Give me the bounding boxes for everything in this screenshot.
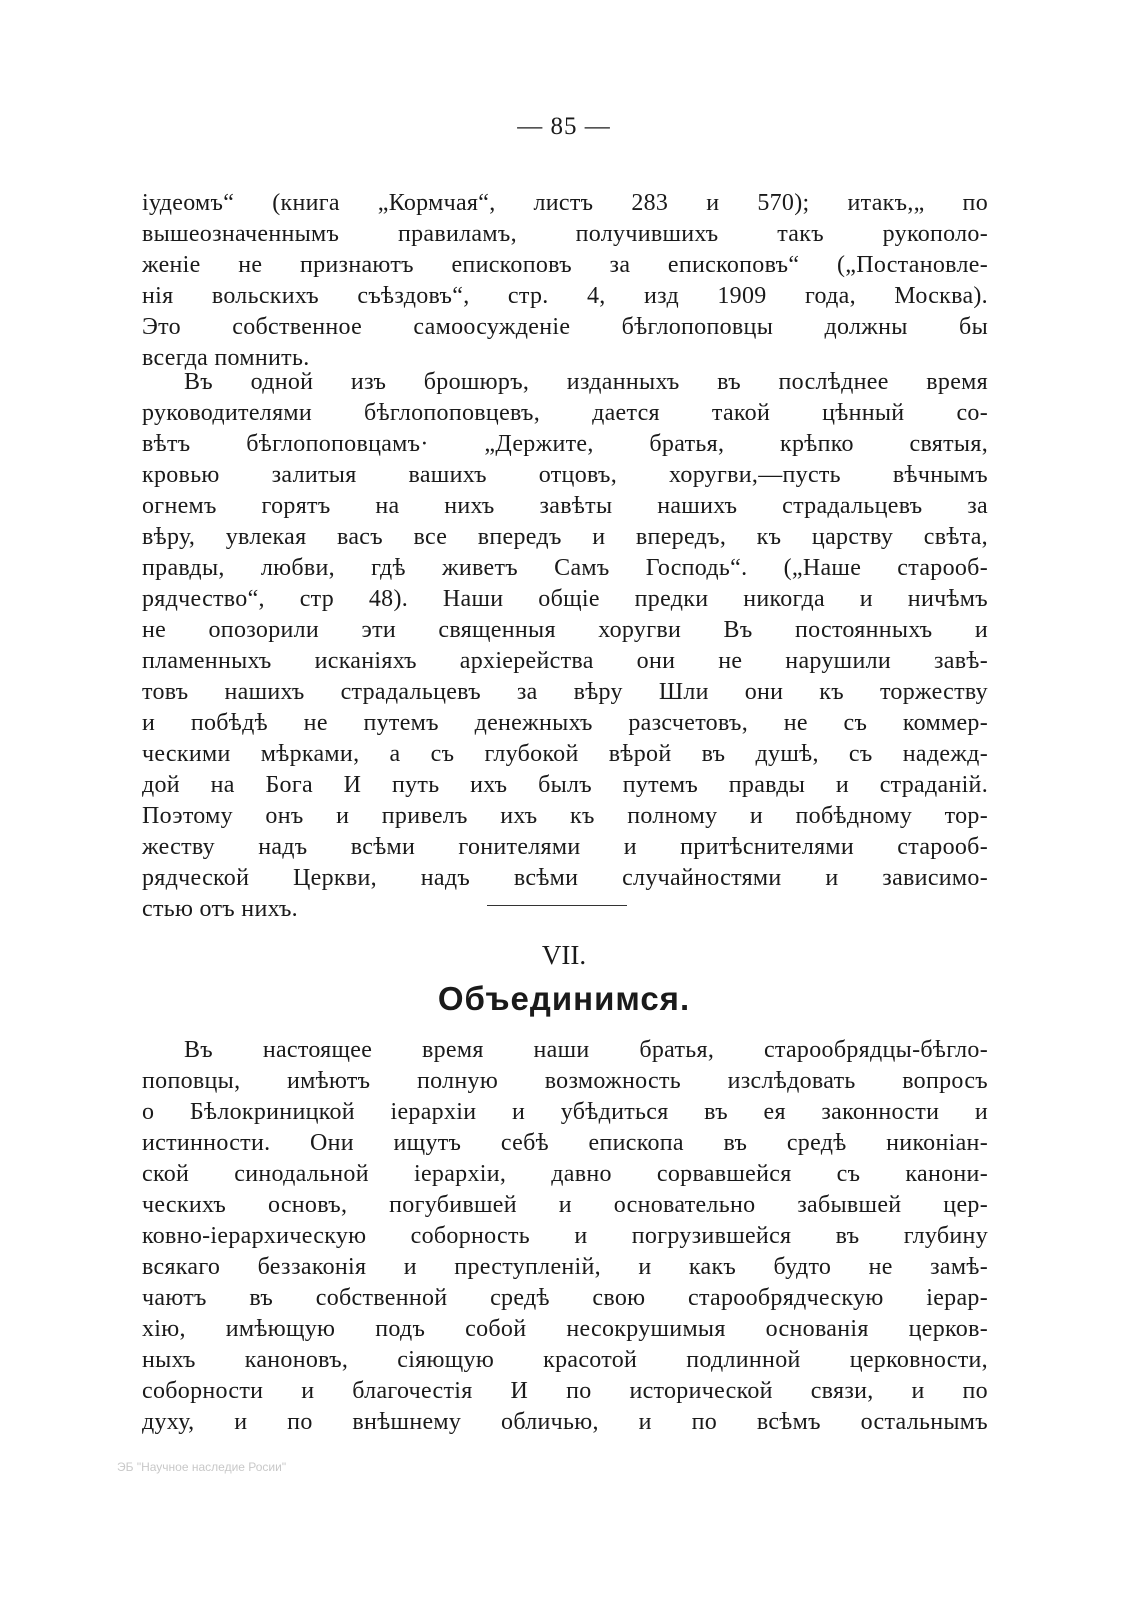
section-number: VII. <box>541 940 587 970</box>
text-line: рядчество“, стр 48). Наши общіе предки никогда и ничѣмъ <box>142 586 988 612</box>
text-line: и побѣдѣ не путемъ денежныхъ разсчетовъ, не съ коммер- <box>142 710 988 736</box>
text-line: Въ одной изъ брошюръ, изданныхъ въ послѣднее время <box>184 369 988 395</box>
text-line: рядческой Церкви, надъ всѣми случайностями и зависимо- <box>142 865 988 891</box>
text-line: правды, любви, гдѣ живетъ Самъ Господь“. („Наше старооб- <box>142 555 988 581</box>
text-line: не опозорили эти священныя хоругви Въ постоянныхъ и <box>142 617 988 643</box>
text-line: Это собственное самоосужденіе бѣглопоповцы должны бы <box>142 314 988 340</box>
text-line: Въ настоящее время наши братья, старообрядцы-бѣгло- <box>184 1037 988 1063</box>
section-separator <box>487 905 627 906</box>
paragraph-1 <box>142 188 988 374</box>
text-line: товъ нашихъ страдальцевъ за вѣру Шли они къ торжеству <box>142 679 988 705</box>
text-line: огнемъ горятъ на нихъ завѣты нашихъ страдальцевъ за <box>142 493 988 519</box>
text-line: о Бѣлокриницкой іерархіи и убѣдиться въ ея законности и <box>142 1099 988 1125</box>
text-line: всякаго беззаконія и преступленій, и какъ будто не замѣ- <box>142 1254 988 1280</box>
text-line: вѣтъ бѣглопоповцамъ· „Держите, братья, крѣпко святыя, <box>142 431 988 457</box>
text-line: ковно-іерархическую соборность и погрузившейся въ глубину <box>142 1223 988 1249</box>
text-line: дой на Бога И путь ихъ былъ путемъ правды и страданій. <box>142 772 988 798</box>
text-line: вышеозначеннымъ правиламъ, получившихъ такъ рукополо- <box>142 221 988 247</box>
text-line: стью отъ нихъ. <box>142 896 298 922</box>
text-line: ской синодальной іерархіи, давно сорвавшейся съ канони- <box>142 1161 988 1187</box>
text-line: чаютъ въ собственной средѣ свою старообрядческую іерар- <box>142 1285 988 1311</box>
text-line: женіе не признаютъ епископовъ за епископовъ“ („Постановле- <box>142 252 988 278</box>
text-line: духу, и по внѣшнему обличью, и по всѣмъ остальнымъ <box>142 1409 988 1435</box>
text-line: іудеомъ“ (книга „Кормчая“, листъ 283 и 570); итакъ,„ по <box>142 190 988 216</box>
section-title: Объединимся. <box>437 980 691 1017</box>
page-number: — 85 — <box>517 113 611 140</box>
library-watermark: ЭБ "Научное наследие Росии" <box>117 1460 287 1474</box>
text-line: пламенныхъ исканіяхъ архіерейства они не нарушили завѣ- <box>142 648 988 674</box>
text-line: ческими мѣрками, а съ глубокой вѣрой въ душѣ, съ надежд- <box>142 741 988 767</box>
text-line: истинности. Они ищутъ себѣ епископа въ средѣ никоніан- <box>142 1130 988 1156</box>
text-line: всегда помнить. <box>142 345 310 371</box>
text-line: Поэтому онъ и привелъ ихъ къ полному и побѣдному тор- <box>142 803 988 829</box>
text-line: вѣру, увлекая васъ все впередъ и впередъ, къ царству свѣта, <box>142 524 988 550</box>
paragraph-3 <box>142 1035 988 1438</box>
text-line: нія вольскихъ съѣздовъ“, стр. 4, изд 1909 года, Москва). <box>142 283 988 309</box>
text-line: хію, имѣющую подъ собой несокрушимыя основанія церков- <box>142 1316 988 1342</box>
text-line: ныхъ каноновъ, сіяющую красотой подлинной церковности, <box>142 1347 988 1373</box>
text-line: соборности и благочестія И по исторической связи, и по <box>142 1378 988 1404</box>
text-line: жеству надъ всѣми гонителями и притѣснителями старооб- <box>142 834 988 860</box>
text-line: поповцы, имѣютъ полную возможность изслѣдовать вопросъ <box>142 1068 988 1094</box>
text-line: кровью залитыя вашихъ отцовъ, хоругви,—пусть вѣчнымъ <box>142 462 988 488</box>
text-line: руководителями бѣглопоповцевъ, дается такой цѣнный со- <box>142 400 988 426</box>
text-line: ческихъ основъ, погубившей и основательно забывшей цер- <box>142 1192 988 1218</box>
paragraph-2 <box>142 367 988 925</box>
